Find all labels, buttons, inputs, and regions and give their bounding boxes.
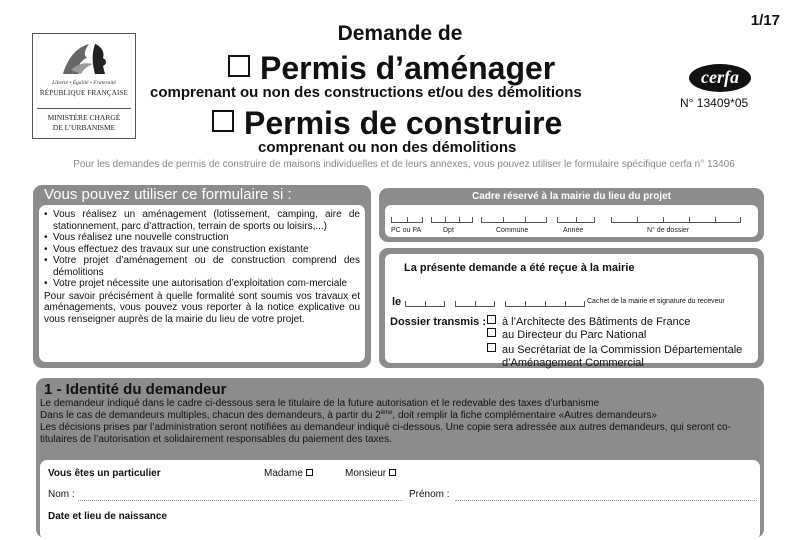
maisons-individuelles-note: Pour les demandes de permis de construire de maisons individuelles et de leurs annexes, vous pouvez utiliser le formulaire spécifique cerfa n° 13406 bbox=[73, 159, 735, 170]
section-identite-title: 1 - Identité du demandeur bbox=[44, 381, 227, 398]
logo-divider bbox=[37, 108, 131, 109]
mairie-reserved-title: Cadre réservé à la mairie du lieu du projet bbox=[472, 191, 671, 202]
dest-commission-line2: d’Aménagement Commercial bbox=[502, 357, 644, 369]
caption-numero-dossier: N° de dossier bbox=[647, 227, 690, 234]
caption-annee: Année bbox=[563, 227, 584, 234]
checkbox-architecte[interactable] bbox=[487, 315, 496, 324]
checkbox-madame[interactable] bbox=[306, 469, 313, 476]
section-identite-intro bbox=[40, 398, 762, 446]
ministry-line-1: MINISTÈRE CHARGÉ bbox=[47, 113, 121, 122]
intro-line-3: Les décisions prises par l’administration seront notifiées au demandeur indiqué ci-dessous. Une copie sera adressée aux autres demandeurs, qui seront co-titulaires de l’autorisation et solidairement responsables du paiement des taxes. bbox=[40, 422, 731, 445]
logo-republic: RÉPUBLIQUE FRANÇAISE bbox=[39, 89, 129, 97]
usage-item: • Votre projet nécessite une autorisation d’exploitation com-merciale bbox=[44, 278, 360, 290]
page-number: 1/17 bbox=[750, 12, 780, 29]
usage-list bbox=[44, 209, 360, 325]
particulier-label: Vous êtes un particulier bbox=[48, 468, 161, 479]
usage-item: • Vous effectuez des travaux sur une construction existante bbox=[44, 244, 360, 256]
intro-line-1: Le demandeur indiqué dans le cadre ci-dessous sera le titulaire de la future autorisation et le redevable des taxes d’urbanisme bbox=[40, 398, 600, 409]
usage-item: • Vous réalisez une nouvelle construction bbox=[44, 232, 360, 244]
madame-option[interactable]: Madame bbox=[264, 468, 313, 479]
reception-day-field[interactable] bbox=[405, 301, 445, 307]
checkbox-monsieur[interactable] bbox=[389, 469, 396, 476]
dest-commission: au Secrétariat de la Commission Départementale bbox=[502, 344, 743, 356]
cachet-label: Cachet de la mairie et signature du receveur bbox=[587, 298, 725, 305]
field-pc-pa[interactable] bbox=[391, 217, 423, 223]
field-dpt[interactable] bbox=[431, 217, 473, 223]
checkbox-commission[interactable] bbox=[487, 343, 496, 352]
cerfa-number: N° 13409*05 bbox=[680, 96, 749, 110]
prenom-field[interactable] bbox=[455, 500, 757, 501]
reception-year-field[interactable] bbox=[505, 301, 585, 307]
republique-francaise-logo bbox=[32, 33, 136, 139]
reception-title: La présente demande a été reçue à la mairie bbox=[404, 262, 635, 274]
usage-info-text: Pour savoir précisément à quelle formalité sont soumis vos travaux et aménagements, vous pouvez vous reporter à la notice explicative ou vous renseigner auprès de la mairie du lieu de votre projet. bbox=[44, 290, 360, 325]
title-demande-de: Demande de bbox=[337, 22, 463, 45]
title-permis-construire: Permis de construire bbox=[244, 105, 563, 141]
mairie-reserved-body bbox=[385, 205, 758, 237]
reception-month-field[interactable] bbox=[455, 301, 495, 307]
nom-field[interactable] bbox=[78, 500, 403, 501]
checkbox-permis-amenager[interactable] bbox=[228, 55, 250, 77]
option-permis-construire[interactable] bbox=[212, 105, 562, 141]
prenom-label: Prénom : bbox=[409, 489, 450, 500]
caption-commune: Commune bbox=[496, 227, 529, 234]
usage-panel-title: Vous pouvez utiliser ce formulaire si : bbox=[44, 186, 292, 203]
ministry-line-2: DE L’URBANISME bbox=[52, 123, 116, 132]
logo-motto: Liberté • Égalité • Fraternité bbox=[52, 80, 116, 86]
usage-item: • Votre projet d’aménagement ou de construction comprend des démolitions bbox=[44, 255, 360, 278]
option-permis-amenager[interactable] bbox=[228, 50, 555, 86]
dest-architecte: à l’Architecte des Bâtiments de France bbox=[502, 316, 691, 328]
cerfa-logo: cerfa bbox=[689, 64, 751, 92]
logo-ministry bbox=[33, 113, 135, 133]
usage-item: • Vous réalisez un aménagement (lotissement, camping, aire de stationnement, parc d’attraction, terrain de sports ou loisirs,...) bbox=[44, 209, 360, 232]
subtitle-construire: comprenant ou non des démolitions bbox=[258, 139, 517, 156]
caption-pc-pa: PC ou PA bbox=[391, 227, 422, 234]
monsieur-option[interactable]: Monsieur bbox=[345, 468, 396, 479]
checkbox-permis-construire[interactable] bbox=[212, 110, 234, 132]
nom-label: Nom : bbox=[48, 489, 75, 500]
title-permis-amenager: Permis d’aménager bbox=[260, 50, 556, 86]
field-commune[interactable] bbox=[481, 217, 547, 223]
dossier-transmis-label: Dossier transmis : bbox=[390, 316, 486, 328]
naissance-label: Date et lieu de naissance bbox=[48, 511, 167, 522]
intro-line-2: Dans le cas de demandeurs multiples, chacun des demandeurs, à partir du 2ème, doit remplir la fiche complémentaire «Autres demandeurs» bbox=[40, 410, 657, 421]
field-annee[interactable] bbox=[557, 217, 595, 223]
reception-date-label: le bbox=[392, 296, 402, 308]
dest-parc-national: au Directeur du Parc National bbox=[502, 329, 647, 341]
caption-dpt: Dpt bbox=[443, 227, 454, 234]
checkbox-parc-national[interactable] bbox=[487, 328, 496, 337]
field-numero-dossier[interactable] bbox=[611, 217, 741, 223]
subtitle-amenager: comprenant ou non des constructions et/ou des démolitions bbox=[150, 84, 582, 101]
